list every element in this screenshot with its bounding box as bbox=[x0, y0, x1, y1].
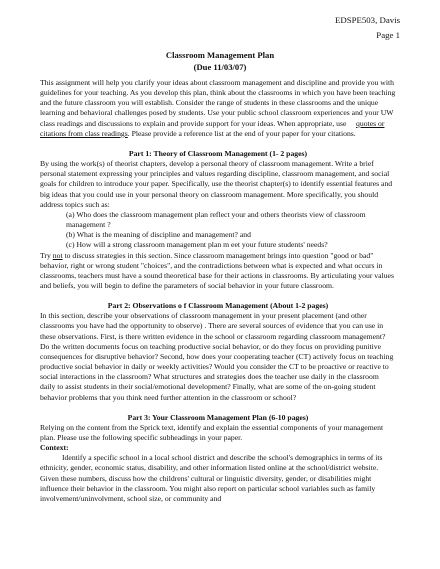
part2-paragraph: In this section, describe your observations of classroom management in your present placement (and other classrooms you have had the opportunity to observe) . There are several sources of evidence that you can use in these observations. First, is there written evidence in the school or classroom regarding classroom management? Do the written documents focus on teaching productive social behavior, or do they focus on providing punitive consequences for disruptive behavior? Second, how does your cooperating teacher (CT) actively focus on teaching productive social behavior in daily or weekly activities? Would you consider the CT to be proactive or reactive to social interactions in the classroom? What structures and strategies does the teacher use daily in the classroom daily to assist students in their social/emotional development? Finally, what are some of the on-going student behavior problems that you think need further attention in the classroom or school? bbox=[40, 311, 394, 402]
part3-heading: Part 3: Your Classroom Management Plan (6-10 pages) bbox=[127, 412, 309, 422]
context-colon: : bbox=[66, 443, 69, 453]
context-label: Context bbox=[40, 443, 67, 453]
title-line-1: Classroom Management Plan bbox=[165, 50, 275, 60]
try-text: Try bbox=[40, 250, 51, 260]
part1-closing-paragraph bbox=[40, 251, 396, 292]
page-number: Page 1 bbox=[376, 30, 400, 40]
course-label: EDSPE503, Davis bbox=[334, 15, 400, 25]
document-title bbox=[0, 50, 440, 73]
intro-text-start: This assignment will help you clarify your ideas about classroom management and discipline and provide you with guidelines for your teaching. As you develop this plan, think about the classrooms in which you have been teaching and the future classroom you will establish. Consider the range of students in these classrooms and the unique learning and behavioral challenges posed by students. Use your public school classroom experiences and your UW class readings and discussions to explain and provide support for your ideas. When appropriate, use bbox=[40, 78, 396, 128]
part1-heading: Part 1: Theory of Classroom Management (1- 2 pages) bbox=[128, 148, 308, 158]
part1-question-list bbox=[40, 210, 396, 251]
context-subheading bbox=[40, 443, 396, 453]
part3-paragraph: Relying on the content from the Sprick text, identify and explain the essential components of your management plan. Please use the following specific subheadings in your paper. bbox=[40, 422, 384, 442]
part1-closing-text: to discuss strategies in this section. Since classroom management brings into question "good or bad" behavior, right or wrong student "choices", and the contradictions between what is expected and what occurs in classrooms, teachers must have a sound theoretical base for their actions in classrooms. By articulating your values and beliefs, you will begin to define the parameters of social behavior in your future classroom. bbox=[40, 250, 394, 290]
context-paragraph: Identify a specific school in a local school district and describe the school's demographics in terms of its ethnicity, gender, economic status, disability, and other information listed online at the school/district website. Given these numbers, discuss how the childrens' cultural or linguistic diversity, gender, or disabilities might influence their behavior in the classroom. You might also report on particular school variables such as family involvement/uninvolvment, school size, or community and bbox=[40, 453, 383, 503]
quotes-citations-link[interactable]: quotes or citations from class readings bbox=[40, 118, 385, 138]
part1-question-c: (c) How will a strong classroom management plan m eet your future students' needs? bbox=[66, 240, 328, 250]
intro-paragraph bbox=[40, 78, 396, 139]
title-line-2: (Due 11/03/07) bbox=[193, 61, 247, 72]
part2-heading: Part 2: Observations o f Classroom Management (About 1-2 pages) bbox=[107, 301, 329, 311]
part1-question-b: (b) What is the meaning of discipline and management? and bbox=[66, 230, 251, 240]
not-emphasis: not bbox=[52, 250, 63, 260]
part1-question-a: (a) Who does the classroom management plan reflect your and others theorists view of classroom management ? bbox=[66, 209, 366, 230]
part1-paragraph: By using the work(s) of theorist chapters, develop a personal theory of classroom management. Write a brief personal statement expressing your principles and values regarding discipline, classroom management, and social goals for children to introduce your paper. Specifically, use the theorist chapter(s) to identify essential features and big ideas that you could use in your personal theory on classroom management. More specifically, you should address topics such as: bbox=[40, 159, 393, 209]
document-body bbox=[40, 78, 396, 504]
intro-text-end: . Please provide a reference list at the end of your paper for your citations. bbox=[127, 128, 356, 138]
page-header bbox=[335, 13, 400, 43]
